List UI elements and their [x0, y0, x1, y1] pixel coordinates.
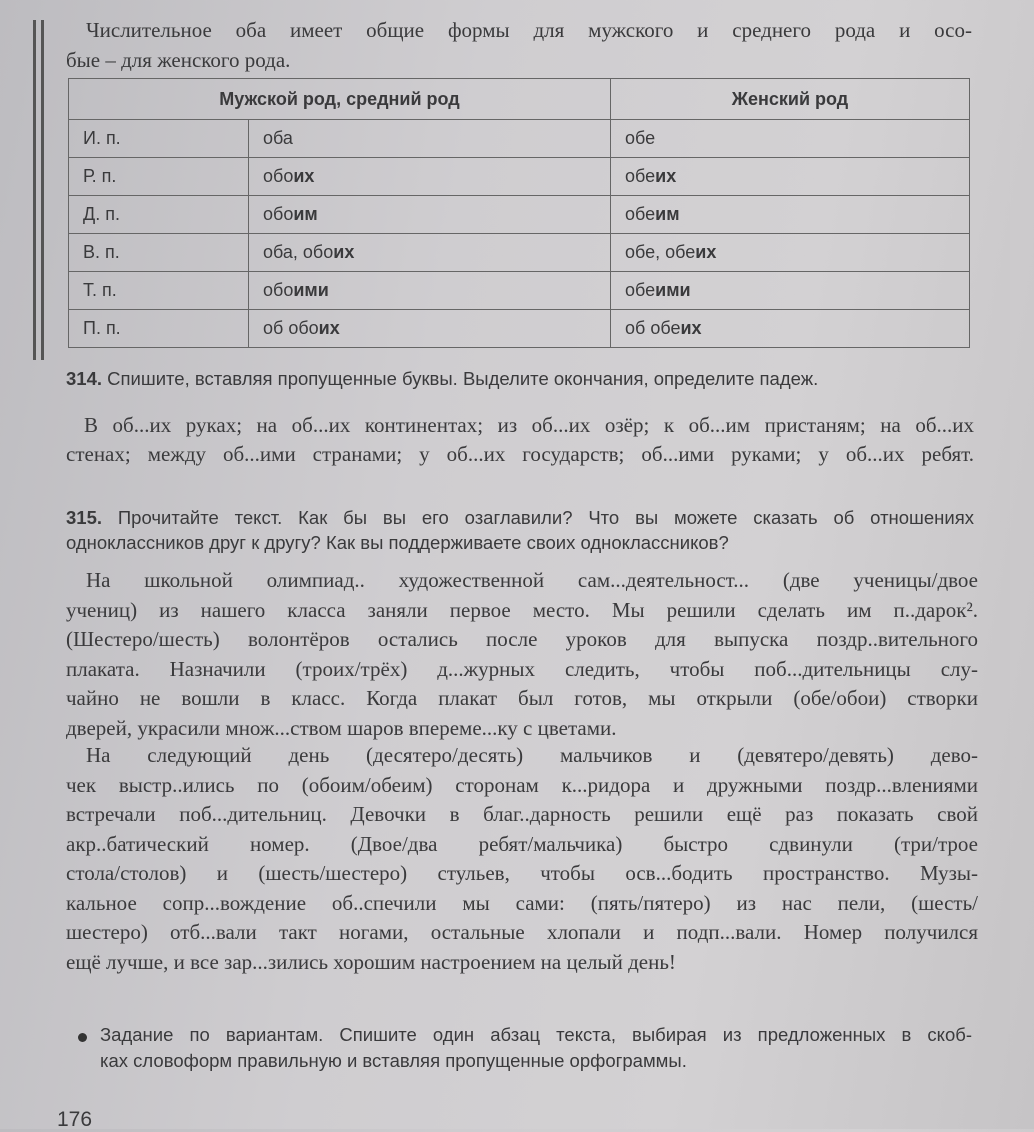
text-line: На школьной олимпиад.. художественной сам...деятельност... (две ученицы/двое: [86, 568, 978, 592]
text-line: чек выстр..ились по (обоим/обеим) сторонам к...ридора и дружными поздр...влениями: [66, 772, 978, 797]
assignment-line: ках словоформ правильную и вставляя пропущенные орфограммы.: [100, 1050, 687, 1071]
exercise-314-task: 314. Спишите, вставляя пропущенные буквы. Выделите окончания, определите падеж.: [66, 368, 819, 389]
table-row: И. п. оба обе: [69, 120, 970, 158]
header-masc-neut: Мужской род, средний род: [69, 79, 611, 120]
table-row: П. п. об обоих об обеих: [69, 310, 970, 348]
table-row: Д. п. обоим обеим: [69, 196, 970, 234]
margin-rule: [41, 20, 44, 360]
declension-table: [68, 78, 970, 348]
text-line: ещё лучше, и все зар...зились хорошим настроением на целый день!: [66, 949, 676, 974]
text-line: дверей, украсили множ...ством шаров впереме...ку с цветами.: [66, 715, 617, 740]
text-line: чайно не вошли в класс. Когда плакат был готов, мы открыли (обе/обои) створки: [66, 686, 978, 710]
table-row: Т. п. обоими обеими: [69, 272, 970, 310]
text-line: шестеро) отб...вали такт ногами, остальные хлопали и подп...вали. Номер получился: [66, 920, 978, 944]
assignment-line: Задание по вариантам. Спишите один абзац текста, выбирая из предложенных в скоб-: [100, 1024, 972, 1045]
text-line: (Шестеро/шесть) волонтёров остались после уроков для выпуска поздр..вительного: [66, 627, 978, 651]
bullet-icon: [78, 1033, 87, 1042]
table-row: В. п. оба, обоих обе, обеих: [69, 234, 970, 272]
text-line: стола/столов) и (шесть/шестеро) стульев, чтобы осв...бодить пространство. Музы-: [66, 861, 978, 885]
text-line: встречали поб...дительниц. Девочки в благ..дарность решили ещё раз показать свой: [66, 802, 978, 826]
exercise-314-line: В об...их руках; на об...их континентах; из об...их озёр; к об...им пристаням; на об...их: [84, 413, 974, 437]
text-line: На следующий день (десятеро/десять) мальчиков и (девятеро/девять) дево-: [86, 743, 978, 767]
table-row: Р. п. обоих обеих: [69, 158, 970, 196]
text-line: плаката. Назначили (троих/трёх) д...журных следить, чтобы поб...дительницы слу-: [66, 656, 978, 681]
exercise-315-task: одноклассников друг к другу? Как вы поддерживаете своих одноклассников?: [66, 532, 729, 553]
header-fem: Женский род: [611, 79, 970, 120]
exercise-314-line: стенах; между об...ими странами; у об...их государств; об...ими руками; у об...их ребят.: [66, 442, 974, 466]
intro-line: Числительное оба имеет общие формы для мужского и среднего рода и осо-: [86, 18, 972, 42]
exercise-315-task: 315. Прочитайте текст. Как бы вы его озаглавили? Что вы можете сказать об отношениях: [66, 507, 974, 528]
text-line: акр..батический номер. (Двое/два ребят/мальчика) быстро сдвинули (три/трое: [66, 831, 978, 856]
text-line: учениц) из нашего класса заняли первое место. Мы решили сделать им п..дарок².: [66, 597, 978, 622]
page-number: 176: [57, 1108, 93, 1131]
margin-rule: [33, 20, 36, 360]
intro-line: бые – для женского рода.: [66, 48, 291, 72]
text-line: кальное сопр...вождение об..спечили мы сами: (пять/пятеро) из нас пели, (шесть/: [66, 890, 978, 915]
